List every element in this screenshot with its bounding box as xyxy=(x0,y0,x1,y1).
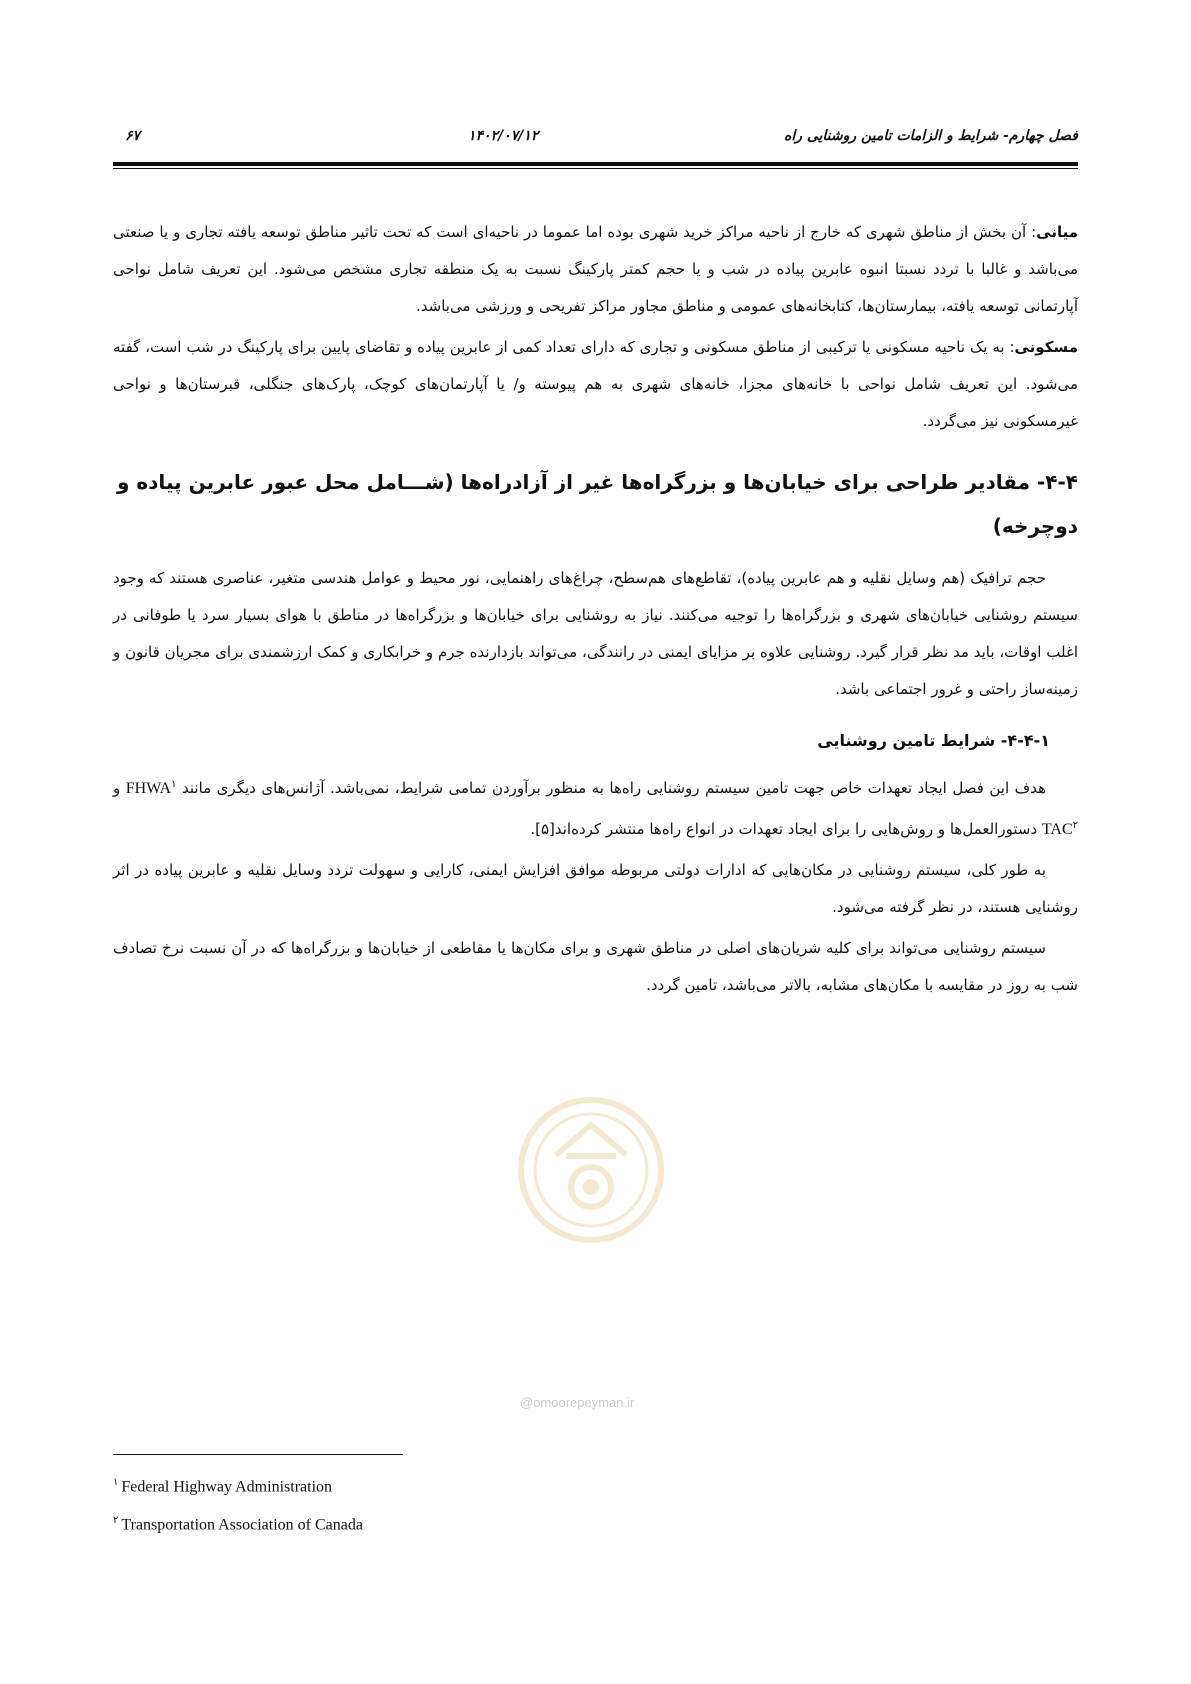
paragraph-1-part-b: دستورالعمل‌ها و روش‌هایی را برای ایجاد تعهدات در انواع راه‌ها منتشر کرده‌اند[۵]. xyxy=(530,820,1038,838)
paragraph-1-part-a: هدف این فصل ایجاد تعهدات خاص جهت تامین سیستم روشنایی راه‌ها به منظور برآوردن تمامی شرایط، نمی‌باشد. آژانس‌های دیگری مانند xyxy=(182,779,1046,797)
header-rule-thick xyxy=(113,162,1078,166)
paragraph-1 xyxy=(113,766,1078,848)
footnote-ref-1: ۱ xyxy=(171,779,177,790)
watermark-site: @omoorepeyman.ir xyxy=(520,1395,635,1410)
footnote-2-text: Transportation Association of Canada xyxy=(121,1516,363,1534)
acronym-tac: TAC xyxy=(1041,821,1073,838)
term-maskooni: مسکونی xyxy=(1014,338,1078,356)
body-content xyxy=(113,214,1078,1004)
section-heading-4-4-1: ۴-۴-۱- شرایط تامین روشنایی xyxy=(817,731,1050,750)
section-4-4-body: حجم ترافیک (هم وسایل نقلیه و هم عابرین پیاده)، تقاطع‌های هم‌سطح، چراغ‌های راهنمایی، نور محیط و عوامل هندسی متغیر، عناصری هستند که وجود سیستم روشنایی خیابان‌های شهری و بزرگراه‌ها را توجیه می‌کنند. نیاز به روشنایی برای خیابان‌ها و بزرگراه‌ها در مناطق با هوای بسیار سرد یا طوفانی در اغلب اوقات، باید مد نظر قرار گیرد. روشنایی علاوه بر مزایای ایمنی در رانندگی، می‌تواند بازدارنده جرم و خرابکاری و کمک ارزشمندی برای مجریان قانون و زمینه‌ساز راحتی و غرور اجتماعی باشد. xyxy=(113,569,1078,698)
page-number: ۶۷ xyxy=(125,128,141,144)
footnote-1-text: Federal Highway Administration xyxy=(121,1478,333,1496)
acronym-fhwa: FHWA xyxy=(125,780,172,797)
paragraph-3: سیستم روشنایی می‌تواند برای کلیه شریان‌های اصلی در مناطق شهری و برای مکان‌ها یا مقاطعی از خیابان‌ها و بزرگراه‌ها که در آن نسبت نرخ تصادف شب به روز در مقایسه با مکان‌های مشابه، بالاتر می‌باشد، تامین گردد. xyxy=(113,939,1078,994)
footnote-2 xyxy=(113,1504,363,1542)
footnote-2-mark: ۲ xyxy=(113,1515,119,1527)
footnote-1-mark: ۱ xyxy=(113,1477,119,1488)
conjunction: و xyxy=(113,779,121,797)
footnotes xyxy=(113,1466,363,1543)
chapter-title: فصل چهارم- شرایط و الزامات تامین روشنایی راه xyxy=(783,128,1078,144)
footnote-1 xyxy=(113,1466,363,1504)
header-date: ۱۴۰۲/۰۷/۱۲ xyxy=(468,128,539,144)
footnote-ref-2: ۲ xyxy=(1072,820,1078,831)
header-rule-thin xyxy=(113,168,1078,169)
footnote-separator xyxy=(113,1454,403,1455)
definition-miani-text: : آن بخش از مناطق شهری که خارج از ناحیه مراکز خرید شهری بوده اما عموما در ناحیه‌ای است که تحت تاثیر مناطق توسعه یافته تجاری و یا صنعتی می‌باشد و غالبا با تردد نسبتا انبوه عابرین پیاده در شب و یا حجم کمتر پارکینگ نسبت به یک منطقه تجاری مشخص می‌شود. این تعریف شامل نواحی آپارتمانی توسعه یافته، بیمارستان‌ها، کتابخانه‌های عمومی و مناطق مجاور مراکز تفریحی و ورزشی می‌باشد. xyxy=(113,223,1078,315)
definition-maskooni xyxy=(113,329,1078,440)
definition-miani xyxy=(113,214,1078,325)
term-miani: میانی xyxy=(1036,223,1078,241)
seal-watermark-icon xyxy=(516,1095,666,1245)
page-header xyxy=(113,128,1078,154)
paragraph-2: به طور کلی، سیستم روشنایی در مکان‌هایی که ادارات دولتی مربوطه موافق افزایش ایمنی، کارایی و سهولت تردد وسایل نقلیه و عابرین پیاده در اثر روشنایی هستند، در نظر گرفته می‌شود. xyxy=(113,861,1078,916)
definition-maskooni-text: : به یک ناحیه مسکونی یا ترکیبی از مناطق مسکونی و تجاری که دارای تعداد کمی از عابرین پیاده و تقاضای پایین برای پارکینگ در شب است، گفته می‌شود. این تعریف شامل نواحی با خانه‌های مجزا، خانه‌های شهری به هم پیوسته و/ یا آپارتمان‌های کوچک، پارک‌های جنگلی، قبرستان‌ها و نواحی غیرمسکونی نیز می‌گردد. xyxy=(113,338,1078,430)
section-heading-4-4: ۴-۴- مقادیر طراحی برای خیابان‌ها و بزرگراه‌ها غیر از آزادراه‌ها (شـــامل محل عبور عابرین پیاده و دوچرخه) xyxy=(116,470,1078,538)
